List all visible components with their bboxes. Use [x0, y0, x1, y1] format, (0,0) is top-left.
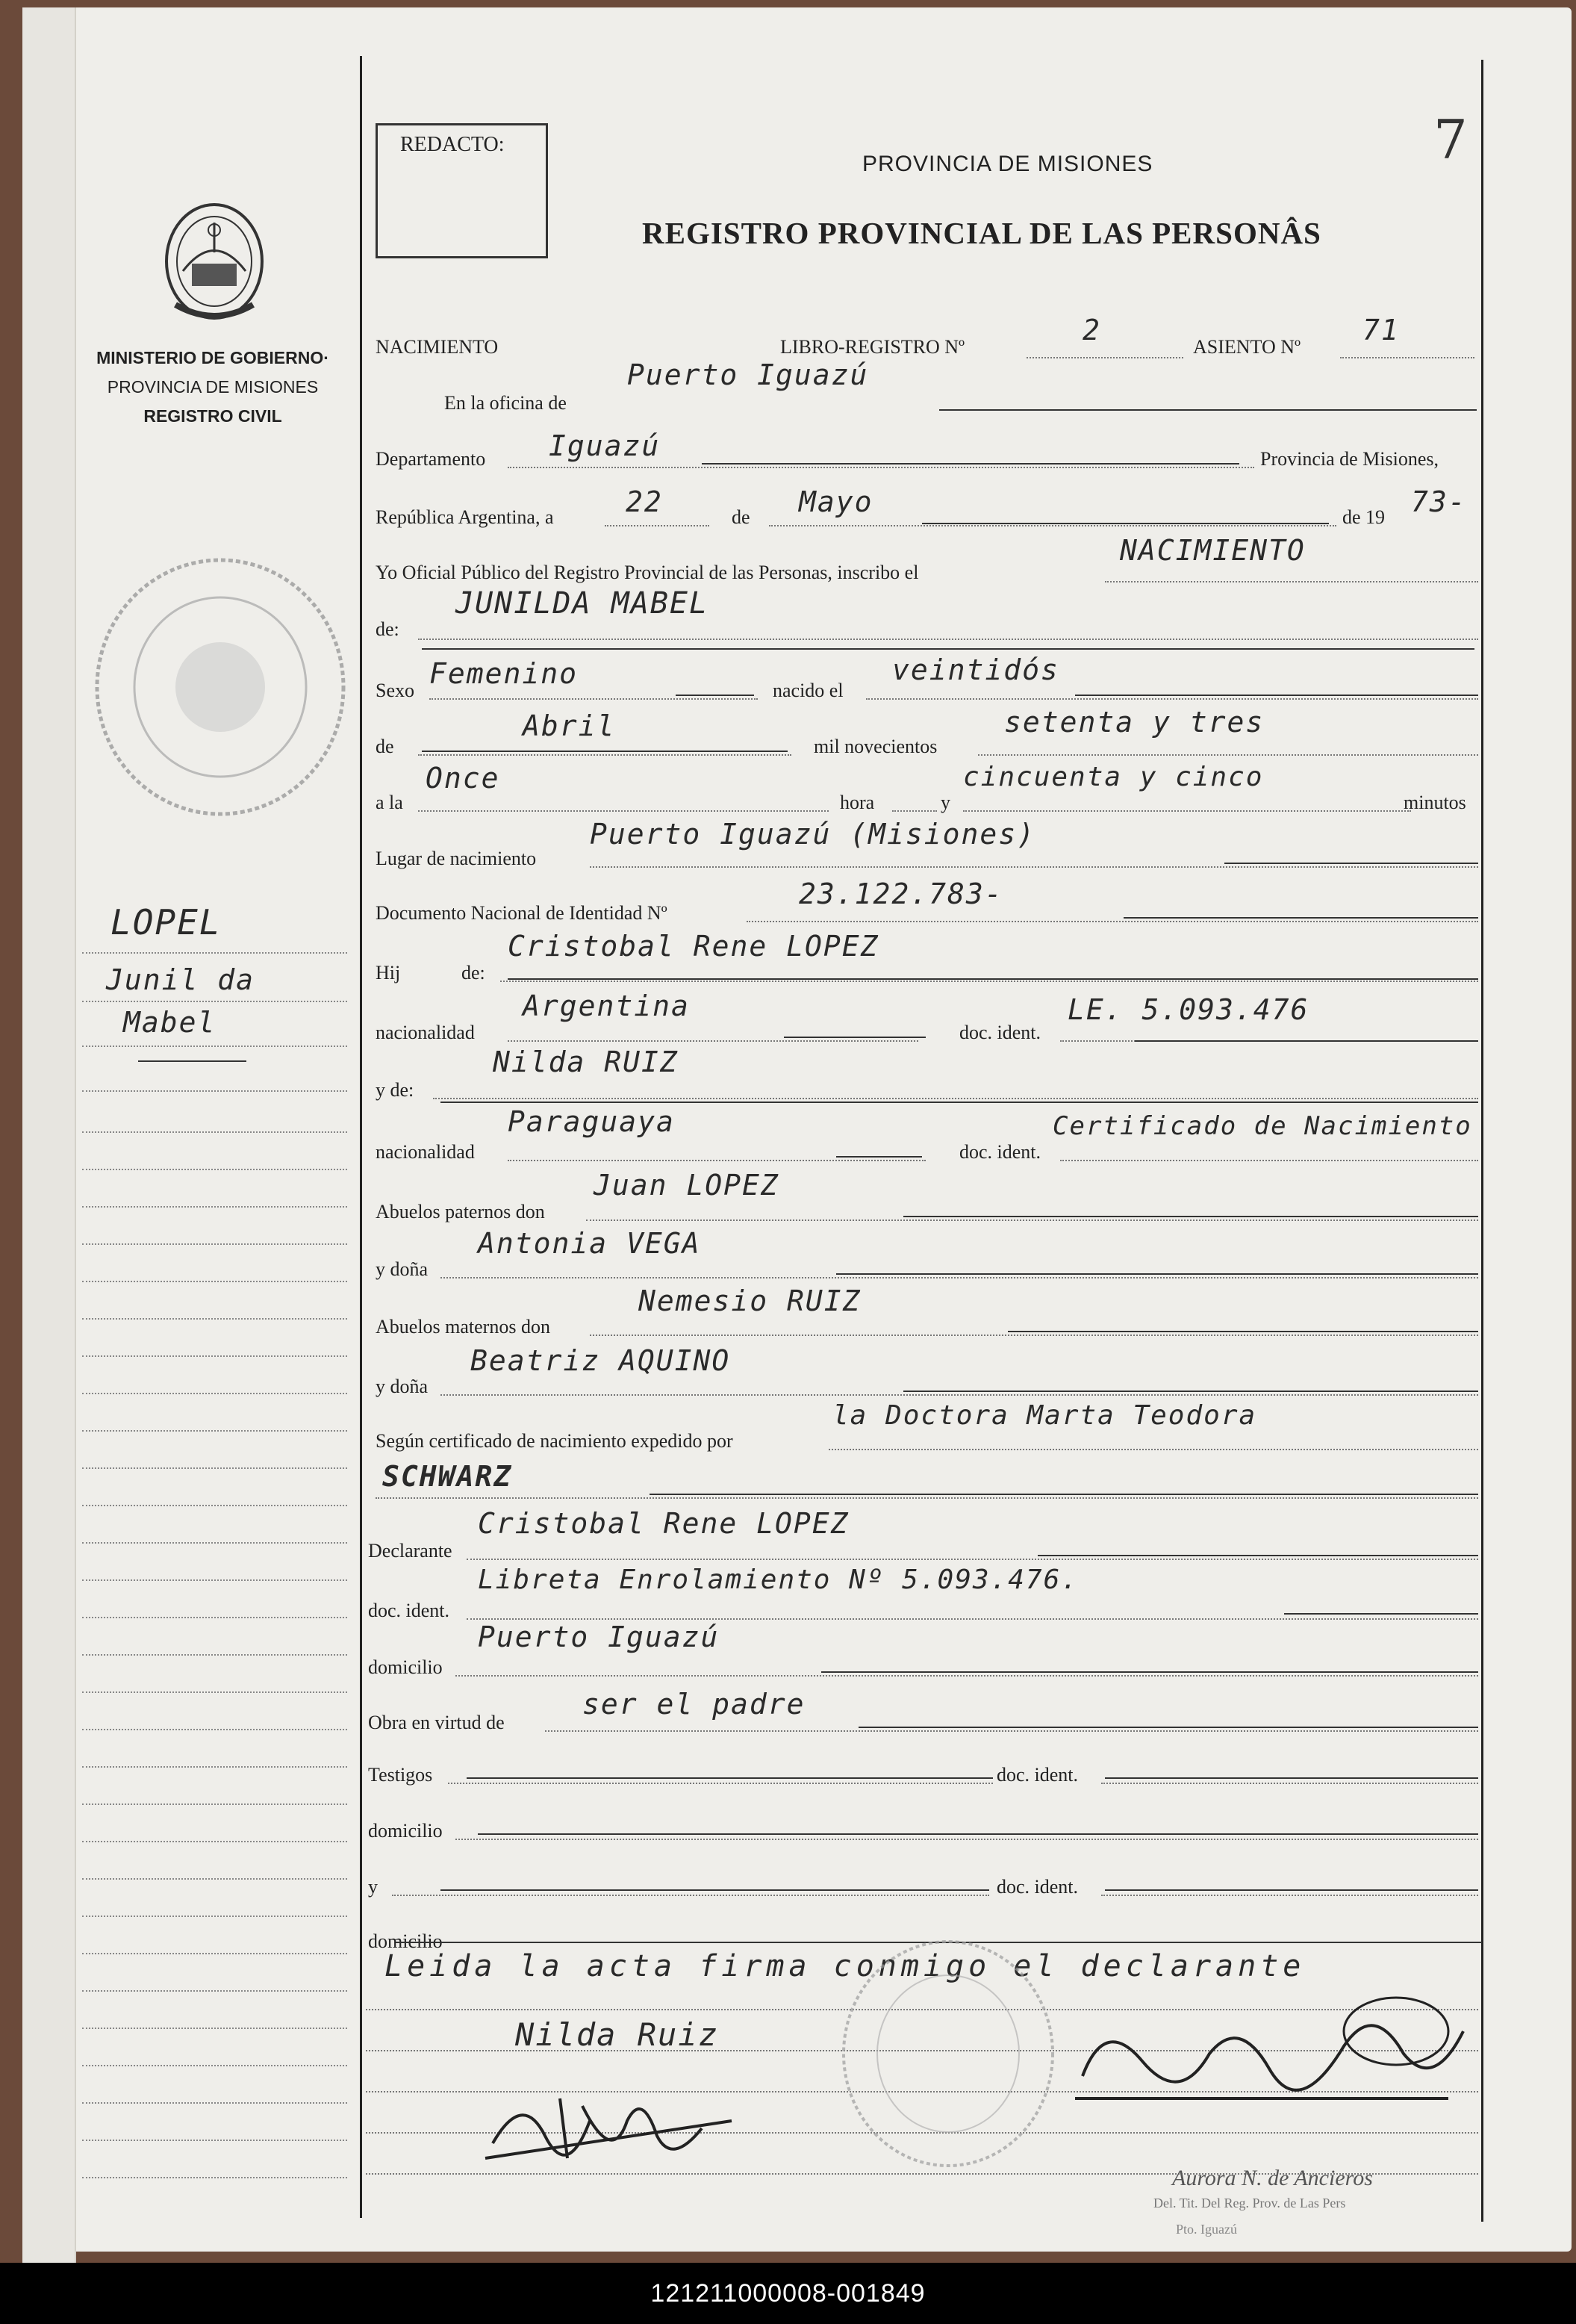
departamento-line [508, 467, 1254, 468]
margin-given-name-2: Mabel [123, 1006, 217, 1039]
abuela-pat-line [440, 1277, 1478, 1278]
nac-madre-line [508, 1160, 926, 1161]
obra-label: Obra en virtud de [368, 1712, 505, 1733]
margin-given-name-1: Junil da [106, 963, 255, 996]
province-title: PROVINCIA DE MISIONES [862, 152, 1153, 176]
sexo-line [429, 698, 758, 700]
madre-de-label: y de: [376, 1079, 414, 1101]
nacido-line [866, 698, 1478, 700]
libro-line [1027, 357, 1183, 358]
lugar-value: Puerto Iguazú (Misiones) [590, 818, 1036, 851]
abuelo-mat-label: Abuelos maternos don [376, 1316, 550, 1337]
margin-underline [138, 1060, 246, 1062]
abuela-pat-underline [836, 1273, 1478, 1275]
doc-testigo2-line [1101, 1895, 1478, 1896]
abuela-mat-underline [903, 1391, 1478, 1392]
abuelo-mat-underline [1008, 1331, 1478, 1332]
obra-line [545, 1730, 1478, 1732]
yo-oficial-label: Yo Oficial Público del Registro Provincial de las Personas, inscribo el [376, 562, 919, 583]
province-name: PROVINCIA DE MISIONES [107, 377, 319, 397]
asiento-line [1340, 357, 1474, 358]
officer-title: Del. Tit. Del Reg. Prov. de Las Pers [1153, 2196, 1346, 2210]
lugar-line [590, 866, 1478, 868]
certificado-line-2 [376, 1497, 1478, 1499]
domicilio-testigo2-label: domicilio [368, 1930, 443, 1952]
de19-label: de 19 [1342, 506, 1386, 528]
a-la-label: a la [376, 792, 403, 813]
asiento-value: 71 [1362, 314, 1400, 347]
doc-testigo-line [1101, 1783, 1478, 1784]
testigos-label: Testigos [368, 1764, 433, 1786]
y-testigo-line [392, 1895, 989, 1896]
dni-label: Documento Nacional de Identidad Nº [376, 902, 667, 924]
signature-mother: Nilda Ruiz [515, 2016, 719, 2053]
domicilio-testigo-label: domicilio [368, 1820, 443, 1842]
inscribo-line [1105, 581, 1478, 582]
redacto-label: REDACTO: [400, 133, 505, 156]
doc-padre-label: doc. ident. [959, 1022, 1041, 1043]
closing-statement: Leida la acta firma conmigo el declarante [384, 1949, 1306, 1983]
minutos-label: minutos [1404, 792, 1466, 813]
doc-testigo2-underline [1105, 1889, 1478, 1891]
doc-testigo-label: doc. ident. [997, 1764, 1079, 1786]
provincial-seal-icon [161, 200, 269, 323]
republica-label: República Argentina, a [376, 506, 554, 528]
abuelo-pat-value: Juan LOPEZ [594, 1169, 779, 1202]
testigos-underline [467, 1777, 993, 1779]
nombre-value: JUNILDA MABEL [455, 586, 709, 621]
nac-padre-value: Argentina [523, 989, 690, 1022]
registry-title: REGISTRO PROVINCIAL DE LAS PERSONÂS [642, 216, 1321, 250]
madre-underline [440, 1102, 1478, 1103]
departamento-underline [702, 463, 1239, 465]
minutos-value: cincuenta y cinco [963, 762, 1264, 792]
abuelo-mat-value: Nemesio RUIZ [638, 1284, 862, 1317]
y-testigo-label: y [368, 1876, 378, 1898]
nombre-de-label: de: [376, 618, 399, 640]
signature-declarant-icon [478, 2076, 747, 2173]
lugar-underline [1224, 863, 1478, 864]
abuelo-pat-label: Abuelos paternos don [376, 1201, 545, 1222]
doc-testigo2-label: doc. ident. [997, 1876, 1079, 1898]
mes-nac-line [418, 754, 791, 756]
nacido-underline [1075, 695, 1478, 696]
nacido-value: veintidós [892, 653, 1059, 686]
nacido-el-label: nacido el [773, 680, 844, 701]
declarante-label: Declarante [368, 1540, 452, 1562]
signature-officer-icon [1060, 1986, 1478, 2136]
margin-surname: LOPEL [110, 902, 222, 942]
nac-madre-label: nacionalidad [376, 1141, 475, 1163]
left-margin-rule [360, 56, 362, 2218]
padre-value: Cristobal Rene LOPEZ [508, 930, 879, 963]
doc-padre-underline [1135, 1040, 1478, 1042]
mes-nac-de-label: de [376, 736, 394, 757]
abuela-mat-line [440, 1394, 1478, 1396]
dni-value: 23.122.783- [799, 877, 1003, 910]
domicilio-value: Puerto Iguazú [478, 1621, 720, 1653]
officer-place: Pto. Iguazú [1176, 2222, 1237, 2237]
hora-label: hora [840, 792, 875, 813]
hora-line [418, 810, 829, 812]
y-testigo-underline [440, 1889, 989, 1891]
sexo-value: Femenino [429, 657, 579, 690]
abuela-mat-value: Beatriz AQUINO [470, 1344, 731, 1377]
doc-declarante-label: doc. ident. [368, 1600, 450, 1621]
asiento-label: ASIENTO Nº [1193, 336, 1301, 358]
testigos-line [448, 1783, 993, 1784]
binding-edge [22, 7, 76, 2270]
sexo-underline [676, 695, 754, 696]
nac-padre-underline [784, 1037, 926, 1038]
hora-mid-line [892, 810, 937, 812]
nac-padre-label: nacionalidad [376, 1022, 475, 1043]
nombre-line [418, 639, 1478, 640]
civil-registry-name: REGISTRO CIVIL [143, 406, 282, 426]
libro-registro-label: LIBRO-REGISTRO Nº [780, 336, 965, 358]
padre-underline [508, 978, 1478, 980]
hora-value: Once [426, 762, 500, 795]
ministry-heading [71, 344, 355, 431]
doc-testigo-underline [1105, 1777, 1478, 1779]
declarante-underline [1038, 1555, 1478, 1556]
y-label: y [941, 792, 950, 813]
certificado-line [829, 1449, 1478, 1450]
mes-underline [922, 523, 1329, 524]
ministry-name: MINISTERIO DE GOBIERNO· [96, 348, 329, 367]
libro-value: 2 [1083, 314, 1101, 347]
mes-nac-underline [422, 751, 788, 752]
anio-value: 73- [1411, 485, 1467, 518]
abuelo-pat-line [586, 1220, 1478, 1221]
anio-nac-value: setenta y tres [1004, 706, 1265, 739]
madre-line [433, 1098, 1478, 1099]
certificado-value-2: SCHWARZ [382, 1460, 513, 1493]
official-stamp-icon [86, 549, 355, 825]
certificado-value: la Doctora Marta Teodora [832, 1400, 1257, 1431]
declarante-line [467, 1559, 1478, 1560]
registry-stamp-icon [836, 1934, 1060, 2173]
abuela-pat-value: Antonia VEGA [478, 1227, 701, 1260]
minutos-line [963, 810, 1411, 812]
doc-madre-value: Certificado de Nacimiento [1053, 1111, 1472, 1141]
obra-underline [859, 1727, 1478, 1728]
oficina-label: En la oficina de [444, 392, 567, 414]
abuelo-pat-underline [903, 1216, 1478, 1217]
mes-value: Mayo [799, 485, 873, 518]
nacimiento-label: NACIMIENTO [376, 336, 499, 358]
hijo-label: Hij [376, 962, 401, 984]
dni-underline [1124, 917, 1478, 919]
oficina-value: Puerto Iguazú [627, 358, 869, 391]
sexo-label: Sexo [376, 680, 414, 701]
mes-line [769, 525, 1336, 526]
nac-padre-line [508, 1040, 918, 1042]
domicilio-testigo-line [455, 1839, 1478, 1840]
nac-madre-value: Paraguaya [508, 1105, 675, 1138]
dia-line [605, 525, 709, 526]
domicilio-line [455, 1675, 1478, 1677]
redacto-box [376, 123, 548, 258]
dni-line [747, 921, 1478, 922]
certificado-label: Según certificado de nacimiento expedido por [376, 1430, 733, 1452]
domicilio-underline [821, 1671, 1478, 1673]
oficina-line [939, 409, 1477, 411]
departamento-label: Departamento [376, 448, 486, 470]
de-label: de [732, 506, 750, 528]
dia-value: 22 [626, 485, 663, 518]
hijo-de-label: de: [461, 962, 485, 984]
nombre-underline [422, 648, 1474, 650]
lugar-label: Lugar de nacimiento [376, 848, 537, 869]
obra-value: ser el padre [582, 1688, 806, 1721]
officer-name: Aurora N. de Ancieros [1172, 2166, 1373, 2190]
right-margin-rule [1481, 60, 1483, 2222]
doc-declarante-line [467, 1618, 1478, 1620]
page-number: 7 [1433, 108, 1468, 171]
inscribo-value: NACIMIENTO [1120, 534, 1306, 567]
declarante-value: Cristobal Rene LOPEZ [478, 1507, 850, 1540]
doc-declarante-value: Libreta Enrolamiento Nº 5.093.476. [478, 1565, 1079, 1595]
domicilio-label: domicilio [368, 1656, 443, 1678]
doc-madre-line [1060, 1160, 1478, 1161]
doc-declarante-underline [1284, 1613, 1478, 1615]
certificado-underline-2 [650, 1494, 1478, 1495]
abuela-mat-label: y doña [376, 1376, 429, 1397]
barcode-id: 121211000008-001849 [0, 2263, 1576, 2324]
mes-nac-value: Abril [523, 709, 616, 742]
nac-madre-underline [836, 1156, 922, 1158]
doc-madre-label: doc. ident. [959, 1141, 1041, 1163]
provincia-misiones-label: Provincia de Misiones, [1260, 448, 1439, 470]
abuelo-mat-line [590, 1335, 1478, 1336]
domicilio-testigo-underline [478, 1833, 1478, 1835]
abuela-pat-label: y doña [376, 1258, 429, 1280]
anio-nac-line [978, 754, 1478, 756]
doc-padre-value: LE. 5.093.476 [1068, 993, 1309, 1026]
madre-value: Nilda RUIZ [493, 1046, 679, 1078]
mil-novecientos-label: mil novecientos [814, 736, 938, 757]
padre-line [500, 981, 1478, 982]
departamento-value: Iguazú [549, 429, 661, 462]
